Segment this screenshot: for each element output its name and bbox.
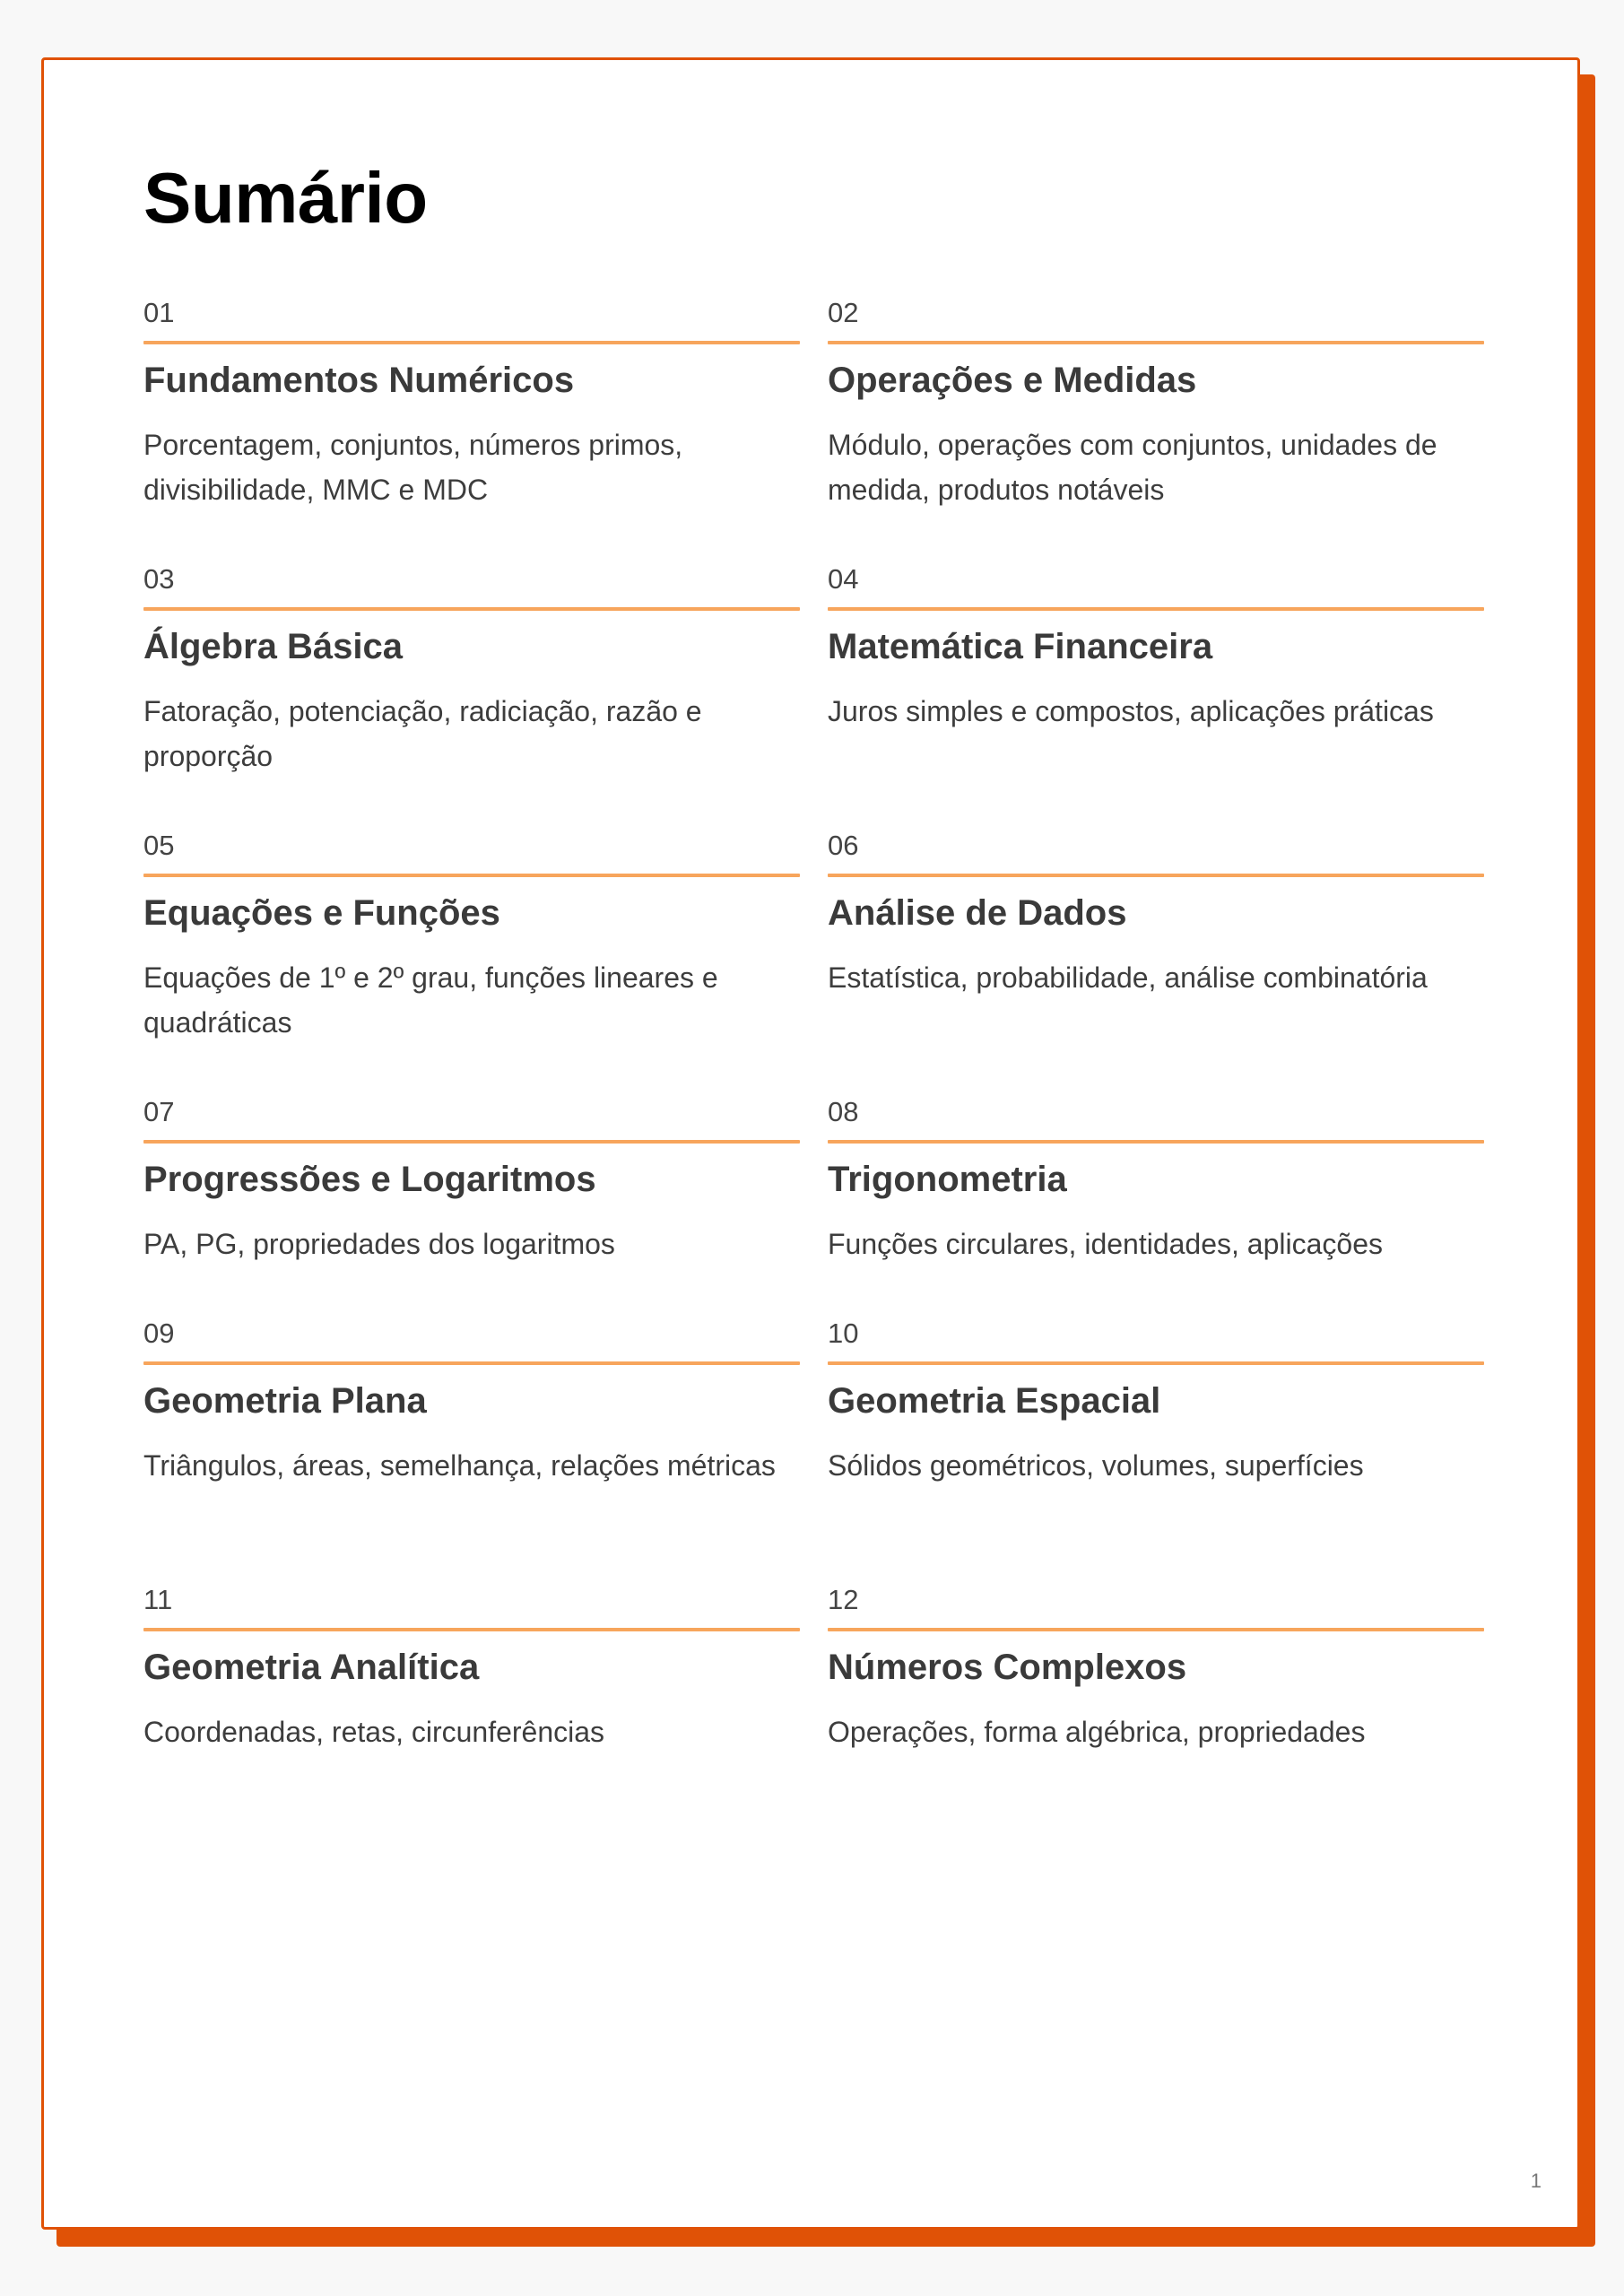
- toc-item-divider: [143, 1361, 800, 1365]
- toc-item-title: Operações e Medidas: [828, 361, 1197, 400]
- toc-item-description: Estatística, probabilidade, análise combinatória: [828, 961, 1428, 994]
- toc-item-divider: [828, 1140, 1484, 1144]
- toc-item-number: 08: [828, 1096, 859, 1127]
- toc-item-divider: [143, 607, 800, 611]
- toc-item-number: 09: [143, 1318, 175, 1349]
- toc-item-description: Fatoração, potenciação, radiciação, razão e proporção: [143, 695, 702, 772]
- toc-item-divider: [143, 1140, 800, 1144]
- toc-item-divider: [143, 874, 800, 877]
- toc-item-divider: [828, 607, 1484, 611]
- toc-item-divider: [143, 341, 800, 344]
- toc-item-description: Triângulos, áreas, semelhança, relações métricas: [143, 1449, 776, 1482]
- toc-item-divider: [828, 1628, 1484, 1631]
- toc-item-description: Porcentagem, conjuntos, números primos, divisibilidade, MMC e MDC: [143, 429, 683, 506]
- toc-item-title: Equações e Funções: [143, 893, 500, 933]
- toc-item-description: PA, PG, propriedades dos logaritmos: [143, 1228, 615, 1260]
- toc-item-divider: [828, 341, 1484, 344]
- toc-item-number: 07: [143, 1096, 175, 1127]
- document-page: [41, 57, 1580, 2230]
- toc-item-number: 12: [828, 1584, 859, 1615]
- toc-item-description: Equações de 1º e 2º grau, funções lineares e quadráticas: [143, 961, 718, 1039]
- toc-item-title: Geometria Analítica: [143, 1648, 480, 1687]
- page-number: 1: [1530, 2170, 1541, 2192]
- toc-item-number: 11: [143, 1584, 173, 1615]
- toc-item-number: 06: [828, 830, 859, 861]
- toc-item-description: Módulo, operações com conjuntos, unidades de medida, produtos notáveis: [828, 429, 1437, 506]
- toc-item-description: Juros simples e compostos, aplicações práticas: [828, 695, 1434, 727]
- toc-item-description: Sólidos geométricos, volumes, superfícies: [828, 1449, 1364, 1482]
- page-title: Sumário: [143, 158, 428, 238]
- toc-item-number: 05: [143, 830, 175, 861]
- toc-item-number: 01: [143, 297, 175, 328]
- toc-item-number: 03: [143, 563, 175, 595]
- toc-item-description: Operações, forma algébrica, propriedades: [828, 1716, 1366, 1748]
- toc-item-divider: [828, 874, 1484, 877]
- toc-item-title: Álgebra Básica: [143, 627, 404, 666]
- toc-item-number: 02: [828, 297, 859, 328]
- toc-item-title: Matemática Financeira: [828, 627, 1213, 666]
- toc-item-number: 04: [828, 563, 859, 595]
- toc-item-title: Geometria Espacial: [828, 1381, 1161, 1421]
- toc-item-title: Números Complexos: [828, 1648, 1187, 1687]
- toc-item-title: Trigonometria: [828, 1160, 1067, 1199]
- toc-item-title: Progressões e Logaritmos: [143, 1160, 596, 1199]
- toc-item-title: Fundamentos Numéricos: [143, 361, 575, 400]
- toc-item-divider: [828, 1361, 1484, 1365]
- toc-item-title: Geometria Plana: [143, 1381, 427, 1421]
- toc-item-number: 10: [828, 1318, 859, 1349]
- toc-item-description: Funções circulares, identidades, aplicações: [828, 1228, 1383, 1260]
- toc-item-description: Coordenadas, retas, circunferências: [143, 1716, 605, 1748]
- toc-item-divider: [143, 1628, 800, 1631]
- toc-item-title: Análise de Dados: [828, 893, 1127, 933]
